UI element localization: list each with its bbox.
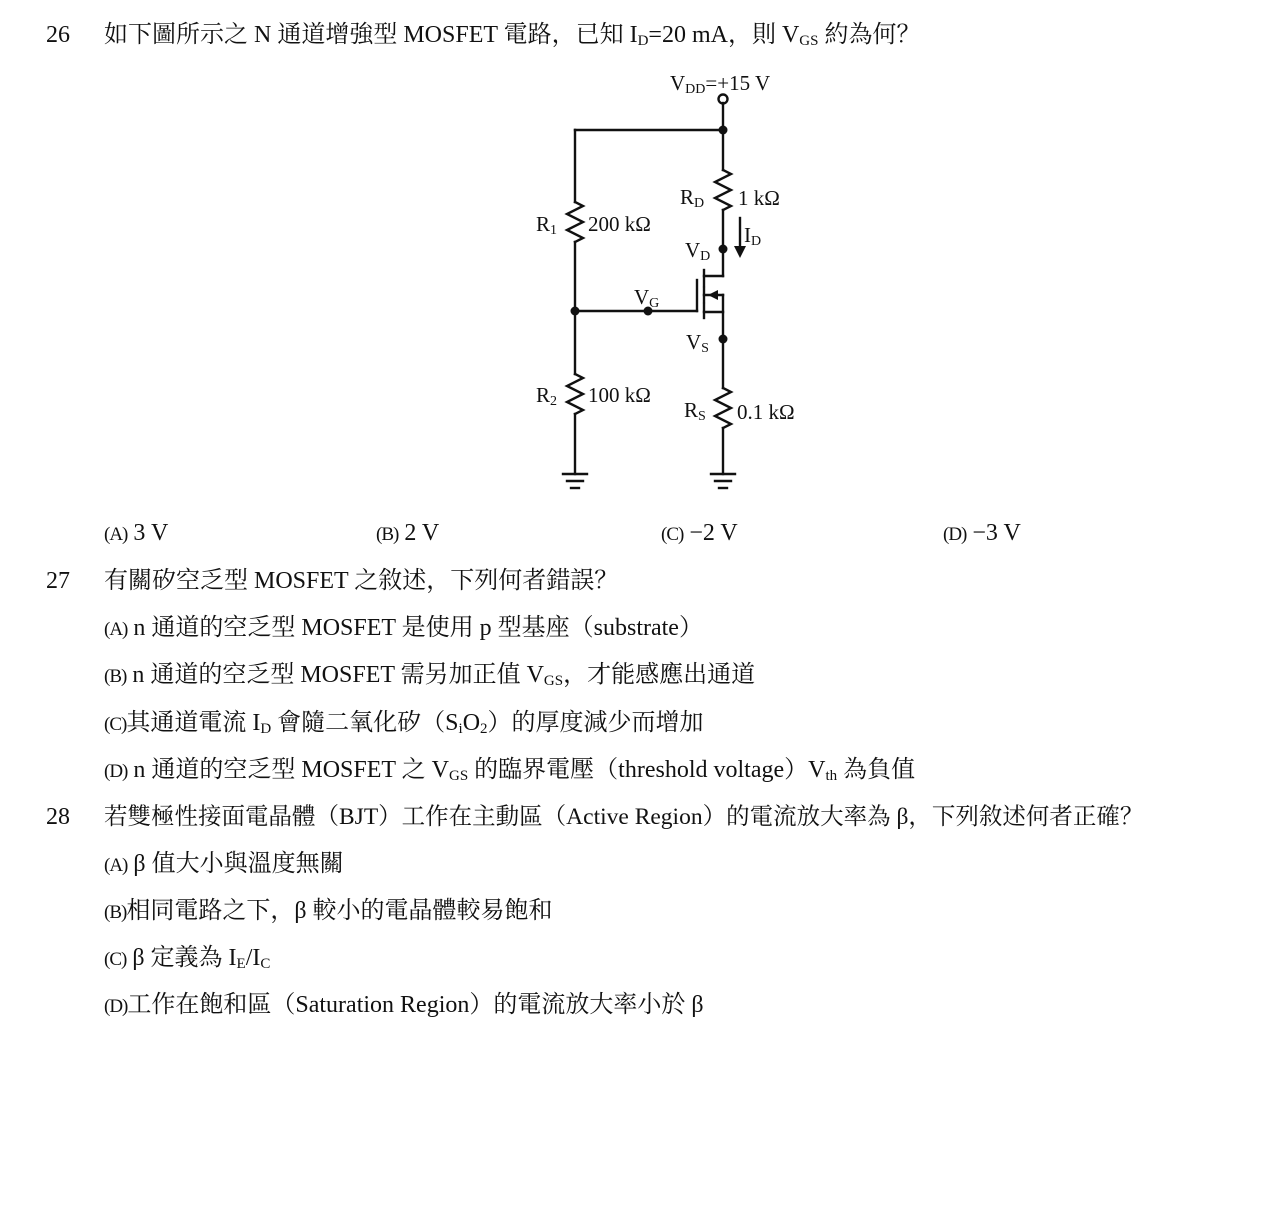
q26-option-d-text: −3 V — [972, 520, 1021, 546]
q26-stem-id-sub: D — [637, 33, 649, 49]
q28-option-b-text: 相同電路之下，β 較小的電晶體較易飽和 — [126, 898, 553, 924]
q28-option-c-pre: β 定義為 I — [132, 945, 237, 971]
r1-label: R1 — [536, 212, 558, 238]
rs-label: RS — [684, 398, 706, 424]
q28-option-c-sub1: E — [236, 956, 246, 972]
question-28-stem: 若雙極性接面電晶體（BJT）工作在主動區（Active Region）的電流放大率為 β，下列敘述何者正確？ — [104, 804, 1144, 830]
q27-option-b-pre: n 通道的空乏型 MOSFET 需另加正值 V — [132, 662, 544, 688]
vs-label: VS — [686, 330, 709, 356]
q28-option-a-text: β 值大小與溫度無關 — [133, 851, 344, 877]
q26-option-b-text: 2 V — [404, 520, 440, 546]
q28-option-d-mark: (D) — [104, 996, 128, 1017]
q26-stem-mid: =20 mA，則 V — [648, 22, 800, 48]
q27-option-d-pre: n 通道的空乏型 MOSFET 之 V — [133, 757, 449, 783]
rd-label: RD — [680, 185, 705, 211]
mosfet-circuit-diagram — [500, 62, 820, 502]
q26-option-c-text: −2 V — [689, 520, 738, 546]
q28-option-c[interactable] — [104, 943, 270, 975]
q27-option-d-post: 為負值 — [837, 757, 916, 783]
q27-option-d-mid: 的臨界電壓（threshold voltage）V — [468, 757, 826, 783]
id-arrow-icon — [734, 246, 746, 258]
vdd-label: VDD=+15 V — [670, 71, 771, 97]
q27-option-b-mark: (B) — [104, 666, 127, 687]
q27-option-a[interactable] — [104, 613, 703, 645]
q26-option-b-mark: (B) — [376, 524, 399, 545]
q28-option-a[interactable] — [104, 849, 344, 881]
question-27-number: 27 — [46, 568, 70, 594]
q27-option-c-sub3: 2 — [480, 721, 488, 737]
q28-option-c-sub2: C — [260, 956, 271, 972]
q26-stem-pre: 如下圖所示之 N 通道增強型 MOSFET 電路，已知 I — [104, 22, 638, 48]
question-26-number: 26 — [46, 22, 70, 48]
q27-option-d-sub1: GS — [448, 768, 469, 784]
q27-option-c-sub2: i — [458, 721, 463, 737]
q27-option-c-mid2: O — [462, 710, 481, 736]
q27-option-c-mark: (C) — [104, 714, 127, 735]
q27-option-a-text: n 通道的空乏型 MOSFET 是使用 p 型基座（substrate） — [133, 615, 703, 641]
question-27-stem: 有關矽空乏型 MOSFET 之敘述，下列何者錯誤？ — [104, 568, 619, 594]
q27-option-c-pre: 其通道電流 I — [126, 710, 261, 736]
q27-option-c-mid: 會隨二氧化矽（S — [271, 710, 459, 736]
q27-option-c[interactable] — [104, 708, 704, 740]
substrate-arrow-icon — [708, 290, 718, 300]
q27-option-b[interactable] — [104, 660, 755, 692]
r2-label: R2 — [536, 383, 558, 409]
q26-option-c[interactable] — [661, 518, 738, 550]
rs-value: 0.1 kΩ — [737, 400, 795, 424]
q28-option-d-text: 工作在飽和區（Saturation Region）的電流放大率小於 β — [127, 992, 704, 1018]
q26-option-a-mark: (A) — [104, 524, 128, 545]
r2-resistor — [567, 374, 583, 414]
q27-option-c-post: ）的厚度減少而增加 — [487, 710, 704, 736]
q27-option-d[interactable] — [104, 755, 915, 787]
q26-option-a-text: 3 V — [133, 520, 169, 546]
q27-option-d-mark: (D) — [104, 761, 128, 782]
q27-option-a-mark: (A) — [104, 619, 128, 640]
rd-resistor — [715, 170, 731, 210]
q26-stem-vgs-sub: GS — [799, 33, 819, 49]
q26-option-c-mark: (C) — [661, 524, 684, 545]
q27-option-d-sub2: th — [825, 768, 838, 784]
vd-label: VD — [685, 238, 711, 264]
q26-option-d-mark: (D) — [943, 524, 967, 545]
q28-option-d[interactable] — [104, 990, 704, 1022]
vs-node — [719, 335, 728, 344]
q28-option-a-mark: (A) — [104, 855, 128, 876]
vd-node — [719, 245, 728, 254]
q26-stem-post: 約為何？ — [818, 22, 921, 48]
rd-value: 1 kΩ — [738, 186, 780, 210]
q28-option-c-mid: /I — [245, 945, 261, 971]
q26-option-b[interactable] — [376, 518, 439, 550]
q28-option-c-mark: (C) — [104, 949, 127, 970]
rs-resistor — [715, 388, 731, 428]
question-26-stem — [104, 20, 920, 50]
q27-option-b-sub: GS — [543, 673, 564, 689]
q27-option-c-sub1: D — [260, 721, 272, 737]
r2-value: 100 kΩ — [588, 383, 651, 407]
q26-option-d[interactable] — [943, 518, 1021, 550]
q26-option-a[interactable] — [104, 518, 168, 550]
question-28-number: 28 — [46, 804, 70, 830]
q28-option-b[interactable] — [104, 896, 553, 928]
vg-label: VG — [634, 285, 660, 311]
q27-option-b-post: ，才能感應出通道 — [563, 662, 756, 688]
r1-resistor — [567, 202, 583, 242]
id-label: ID — [744, 223, 762, 249]
r1-value: 200 kΩ — [588, 212, 651, 236]
q28-option-b-mark: (B) — [104, 902, 127, 923]
